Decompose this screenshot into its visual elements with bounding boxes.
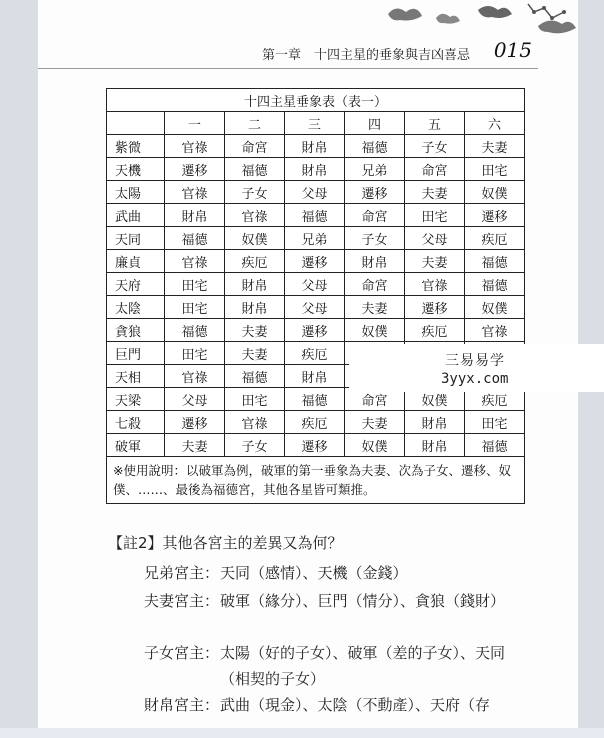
table-row [107, 250, 525, 273]
palace-cell: 財帛 [345, 250, 405, 273]
table-title-row [107, 89, 525, 112]
star-name-cell: 貪狼 [107, 319, 165, 342]
palace-cell: 兄弟 [285, 227, 345, 250]
palace-cell: 夫妻 [345, 411, 405, 434]
watermark-box [349, 344, 604, 392]
palace-cell: 田宅 [225, 388, 285, 411]
palace-cell: 疾厄 [285, 411, 345, 434]
palace-cell: 福德 [285, 388, 345, 411]
palace-cell: 官祿 [225, 204, 285, 227]
column-header: 六 [465, 112, 525, 135]
star-name-cell: 武曲 [107, 204, 165, 227]
bottom-bar [0, 728, 604, 738]
palace-cell: 遷移 [165, 411, 225, 434]
palace-cell: 遷移 [345, 181, 405, 204]
palace-text: 破軍（緣分）、巨門（情分）、貪狼（錢財） [220, 592, 506, 610]
palace-cell: 命宮 [345, 273, 405, 296]
palace-cell: 夫妻 [465, 135, 525, 158]
palace-cell: 子女 [405, 135, 465, 158]
table-row [107, 411, 525, 434]
star-name-cell: 紫微 [107, 135, 165, 158]
palace-cell: 命宮 [225, 135, 285, 158]
palace-cell: 夫妻 [405, 181, 465, 204]
page-number: 015 [493, 38, 532, 62]
palace-cell: 田宅 [165, 273, 225, 296]
column-header: 二 [225, 112, 285, 135]
palace-cell: 兄弟 [345, 158, 405, 181]
palace-cell: 遷移 [165, 158, 225, 181]
palace-cell: 福德 [465, 434, 525, 457]
star-name-cell: 天同 [107, 227, 165, 250]
column-header: 一 [165, 112, 225, 135]
palace-cell: 疾厄 [405, 319, 465, 342]
star-name-cell: 天相 [107, 365, 165, 388]
palace-cell: 命宮 [405, 158, 465, 181]
palace-cell: 財帛 [225, 296, 285, 319]
table-row [107, 227, 525, 250]
palace-cell: 奴僕 [465, 296, 525, 319]
star-name-cell: 廉貞 [107, 250, 165, 273]
usage-note-row [107, 457, 525, 504]
palace-cell: 官祿 [165, 365, 225, 388]
palace-cell: 命宮 [345, 204, 405, 227]
palace-cell: 財帛 [405, 434, 465, 457]
table-row [107, 319, 525, 342]
palace-cell: 田宅 [165, 296, 225, 319]
palace-cell: 遷移 [405, 296, 465, 319]
palace-cell: 財帛 [285, 365, 345, 388]
palace-cell: 財帛 [165, 204, 225, 227]
star-name-cell: 太陽 [107, 181, 165, 204]
palace-label: 子女宮主： [144, 644, 220, 662]
palace-cell: 福德 [225, 158, 285, 181]
usage-note: ※使用說明：以破軍為例，破軍的第一垂象為夫妻、次為子女、遷移、奴僕、……、最後為福德宮，其他各星皆可類推。 [107, 457, 525, 504]
column-header: 三 [285, 112, 345, 135]
palace-cell: 遷移 [285, 250, 345, 273]
palace-cell: 官祿 [165, 250, 225, 273]
column-header: 五 [405, 112, 465, 135]
palace-cell: 夫妻 [345, 296, 405, 319]
table-row [107, 135, 525, 158]
table-row [107, 296, 525, 319]
table-header-row [107, 112, 525, 135]
palace-cell: 福德 [165, 319, 225, 342]
watermark-name: 三易易学 [445, 353, 505, 369]
star-name-cell: 太陰 [107, 296, 165, 319]
palace-cell: 田宅 [465, 411, 525, 434]
palace-cell: 福德 [465, 273, 525, 296]
palace-cell: 疾厄 [285, 342, 345, 365]
palace-cell: 父母 [285, 273, 345, 296]
palace-cell: 父母 [405, 227, 465, 250]
table-row [107, 158, 525, 181]
palace-cell: 遷移 [285, 434, 345, 457]
palace-cell: 父母 [285, 296, 345, 319]
palace-cell: 田宅 [165, 342, 225, 365]
palace-cell: 命宮 [345, 388, 405, 411]
palace-cell: 父母 [285, 181, 345, 204]
palace-label: 財帛宮主： [144, 696, 220, 714]
palace-cell: 疾厄 [225, 250, 285, 273]
palace-cell: 財帛 [225, 273, 285, 296]
palace-cell: 福德 [345, 135, 405, 158]
palace-cell: 官祿 [465, 319, 525, 342]
star-image-table [106, 88, 525, 504]
table-row [107, 181, 525, 204]
palace-cell: 疾厄 [465, 227, 525, 250]
note-question: 【註2】其他各宮主的差異又為何？ [108, 534, 343, 552]
palace-text: 武曲（現金）、太陰（不動產）、天府（存 [220, 696, 491, 714]
table-title: 十四主星垂象表（表一） [107, 89, 525, 112]
palace-cell: 田宅 [465, 158, 525, 181]
table-row [107, 273, 525, 296]
palace-cell: 福德 [225, 365, 285, 388]
palace-cell: 財帛 [405, 411, 465, 434]
star-name-cell: 天機 [107, 158, 165, 181]
palace-cell: 子女 [345, 227, 405, 250]
palace-cell: 官祿 [165, 135, 225, 158]
cloud-ornament [378, 0, 578, 40]
star-name-cell: 天梁 [107, 388, 165, 411]
table-row [107, 204, 525, 227]
palace-cell: 夫妻 [405, 250, 465, 273]
palace-cell: 奴僕 [225, 227, 285, 250]
palace-cell: 官祿 [225, 411, 285, 434]
palace-cell: 奴僕 [465, 181, 525, 204]
star-name-cell: 破軍 [107, 434, 165, 457]
palace-cell: 夫妻 [225, 319, 285, 342]
corner-cell [107, 112, 165, 135]
palace-cell: 父母 [165, 388, 225, 411]
star-name-cell: 巨門 [107, 342, 165, 365]
table-row [107, 434, 525, 457]
watermark-site: 3yyx.com [441, 371, 509, 387]
palace-cell: 福德 [285, 204, 345, 227]
palace-cell: 財帛 [285, 135, 345, 158]
palace-cell: 奴僕 [345, 434, 405, 457]
palace-cell: 夫妻 [165, 434, 225, 457]
column-header: 四 [345, 112, 405, 135]
star-name-cell: 七殺 [107, 411, 165, 434]
palace-text: 太陽（好的子女）、破軍（差的子女）、天同（相契的子女） [220, 644, 506, 688]
header-divider [38, 68, 538, 69]
palace-cell: 財帛 [285, 158, 345, 181]
palace-cell: 田宅 [405, 204, 465, 227]
palace-cell: 官祿 [165, 181, 225, 204]
palace-cell: 子女 [225, 434, 285, 457]
running-header [262, 38, 532, 66]
palace-cell: 福德 [465, 250, 525, 273]
palace-cell: 遷移 [285, 319, 345, 342]
palace-label: 兄弟宮主： [144, 564, 220, 582]
palace-cell: 子女 [225, 181, 285, 204]
palace-cell: 夫妻 [225, 342, 285, 365]
palace-cell: 奴僕 [405, 388, 465, 411]
palace-cell: 官祿 [405, 273, 465, 296]
star-name-cell: 天府 [107, 273, 165, 296]
palace-cell: 疾厄 [465, 388, 525, 411]
running-title: 第一章 十四主星的垂象與吉凶喜忌 [262, 48, 471, 63]
palace-cell: 奴僕 [345, 319, 405, 342]
palace-cell: 遷移 [465, 204, 525, 227]
palace-label: 夫妻宮主： [144, 592, 220, 610]
palace-text: 天同（感情）、天機（金錢） [220, 564, 408, 582]
palace-cell: 福德 [165, 227, 225, 250]
